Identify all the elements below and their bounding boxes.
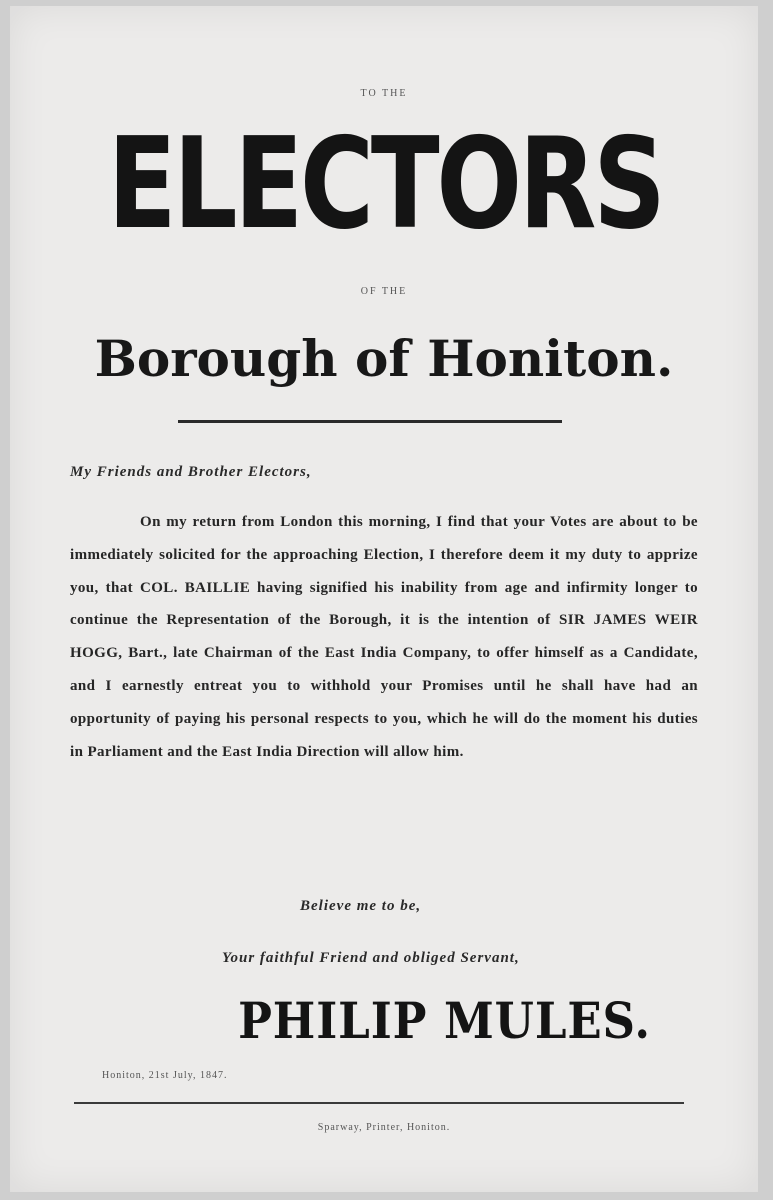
closing-line-2: Your faithful Friend and obliged Servant,	[222, 950, 520, 966]
headline-electors: ELECTORS	[107, 110, 663, 257]
signature: PHILIP MULES.	[238, 991, 651, 1050]
of-the-line: OF THE	[360, 286, 408, 297]
poster-sheet	[10, 6, 758, 1192]
body-paragraph: On my return from London this morning, I find that your Votes are about to be immediately solicited for the approaching Election, I therefore deem it my duty to apprize you, that COL. BAILLIE having signified his inability from age and infirmity longer to continue the Representation of the Borough, it is the intention of SIR JAMES WEIR HOGG, Bart., late Chairman of the East India Company, to offer himself as a Candidate, and I earnestly entreat you to withhold your Promises until he shall have had an opportunity of paying his personal respects to you, which he will do the moment his duties in Parliament and the East India Direction will allow him.	[70, 514, 698, 760]
closing-line-1: Believe me to be,	[300, 898, 422, 914]
date-line: Honiton, 21st July, 1847.	[102, 1070, 228, 1081]
salutation: My Friends and Brother Electors,	[70, 464, 312, 480]
borough-title: Borough of Honiton.	[94, 329, 674, 388]
divider-rule	[178, 420, 562, 423]
printer-imprint: Sparway, Printer, Honiton.	[317, 1122, 451, 1133]
to-the-line: TO THE	[360, 88, 408, 99]
footer-rule	[74, 1102, 684, 1104]
